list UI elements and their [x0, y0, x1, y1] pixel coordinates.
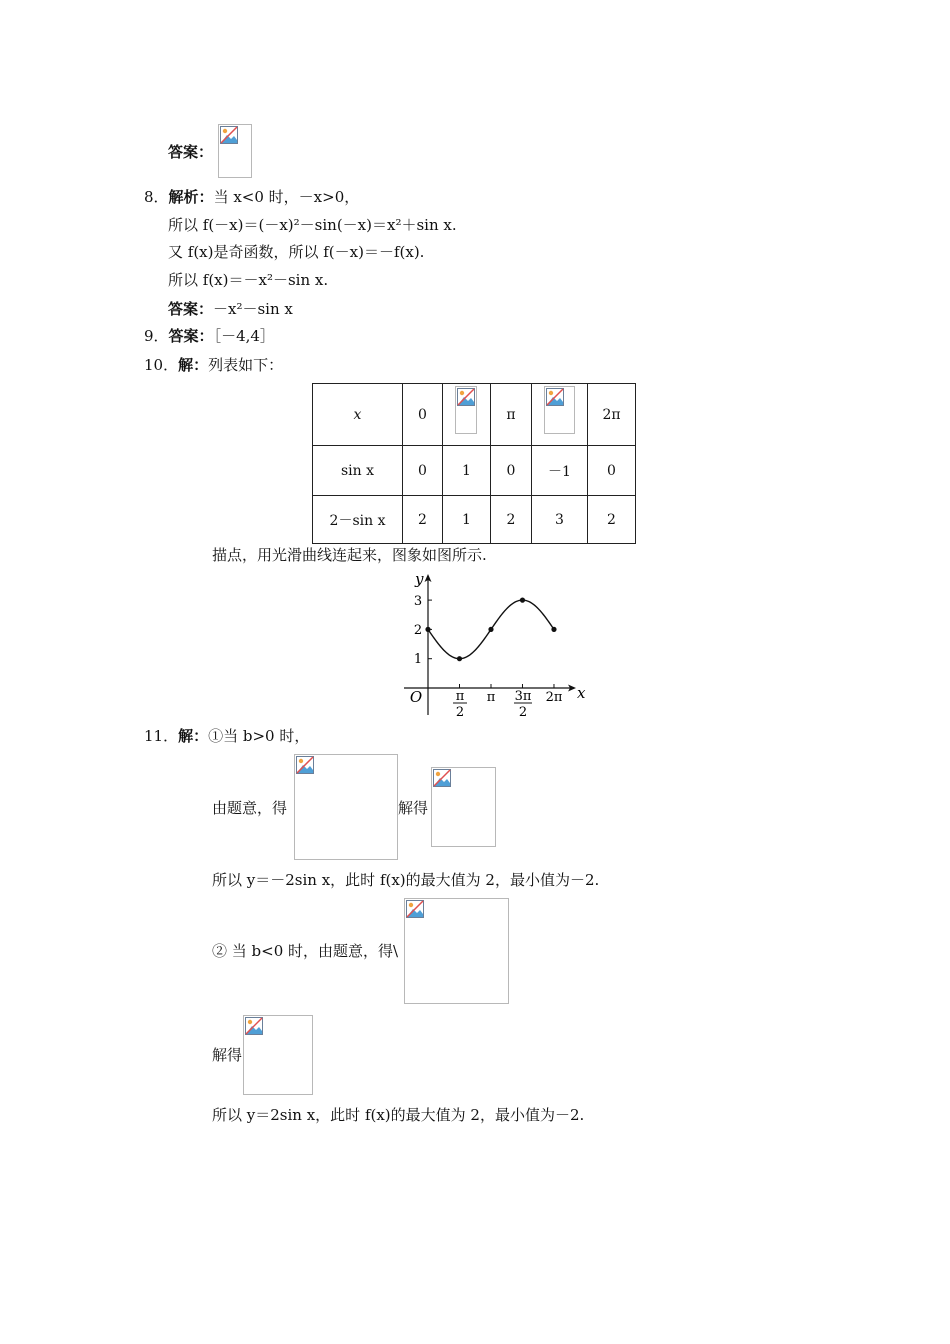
table-row: [313, 446, 636, 496]
table-cell: x: [313, 384, 403, 446]
formula-image: [218, 124, 252, 178]
table-row: [313, 496, 636, 544]
table-cell: 2: [588, 496, 636, 544]
data-point: [488, 627, 493, 632]
broken-image-icon: [296, 756, 314, 774]
svg-text:π: π: [455, 689, 465, 704]
broken-image-icon: [406, 900, 424, 918]
formula-image: [544, 386, 575, 434]
formula-image: [431, 767, 496, 847]
question-9-answer: 9．答案：［－4,4］: [144, 327, 275, 345]
table-cell: 1: [443, 446, 491, 496]
table-cell: 2: [403, 496, 443, 544]
data-point: [457, 656, 462, 661]
y-tick-label-2: 2: [413, 623, 423, 638]
question-10-intro: 10．解：列表如下：: [144, 356, 284, 374]
question-8-line-3: 又 f(x)是奇函数，所以 f(－x)＝－f(x).: [168, 243, 425, 261]
question-11-line-1: 11．解：①当 b>0 时，: [144, 727, 310, 745]
question-11-line-2a: 由题意，得: [212, 799, 288, 817]
svg-text:3π: 3π: [514, 689, 532, 704]
origin-label: O: [409, 688, 423, 706]
x-axis-label: x: [577, 684, 586, 702]
svg-text:2: 2: [455, 705, 465, 720]
answer-label-7: 答案：: [168, 143, 214, 161]
table-cell: 0: [588, 446, 636, 496]
broken-image-icon: [433, 769, 451, 787]
table-cell: 2－sin x: [313, 496, 403, 544]
data-point: [551, 627, 556, 632]
svg-text:2: 2: [518, 705, 528, 720]
table-cell: 1: [443, 496, 491, 544]
table-cell: [532, 384, 588, 446]
formula-image: [404, 898, 509, 1004]
question-11-line-3: 所以 y＝－2sin x，此时 f(x)的最大值为 2，最小值为－2.: [212, 871, 600, 889]
table-cell: 2π: [588, 384, 636, 446]
data-point: [425, 627, 430, 632]
formula-image: [243, 1015, 313, 1095]
y-tick-label-3: 3: [413, 594, 423, 609]
broken-image-icon: [546, 388, 564, 406]
data-point: [520, 598, 525, 603]
y-tick-label-1: 1: [413, 652, 423, 667]
formula-image: [455, 386, 477, 434]
x-tick-label-2pi: 2π: [545, 690, 563, 705]
table-cell: －1: [532, 446, 588, 496]
table-cell: π: [491, 384, 532, 446]
x-tick-label-3pi-over-2: [514, 689, 532, 720]
y-axis-label: y: [415, 570, 424, 588]
broken-image-icon: [457, 388, 475, 406]
table-row: [313, 384, 636, 446]
table-cell: [443, 384, 491, 446]
table-cell: 0: [403, 446, 443, 496]
question-11-line-4: ② 当 b<0 时，由题意，得\: [212, 942, 399, 960]
question-8-line-4: 所以 f(x)＝－x²－sin x.: [168, 271, 329, 289]
table-cell: 2: [491, 496, 532, 544]
table-cell: 3: [532, 496, 588, 544]
x-tick-label-pi-over-2: [453, 689, 467, 720]
question-11-line-5: 解得: [212, 1046, 243, 1064]
question-8-line-2: 所以 f(－x)＝(－x)²－sin(－x)＝x²＋sin x.: [168, 216, 457, 234]
sine-graph: [396, 570, 586, 720]
formula-image: [294, 754, 398, 860]
value-table: [312, 383, 636, 544]
table-cell: 0: [403, 384, 443, 446]
question-11-line-2b: 解得: [398, 799, 429, 817]
broken-image-icon: [245, 1017, 263, 1035]
table-cell: sin x: [313, 446, 403, 496]
x-tick-label-pi: π: [486, 690, 496, 705]
question-8-answer: 答案：－x²－sin x: [168, 300, 293, 318]
table-cell: 0: [491, 446, 532, 496]
question-11-line-6: 所以 y＝2sin x，此时 f(x)的最大值为 2，最小值为－2.: [212, 1106, 585, 1124]
broken-image-icon: [220, 126, 238, 144]
question-8-line-1: 8．解析：当 x<0 时，－x>0，: [144, 188, 360, 206]
graph-caption: 描点，用光滑曲线连起来，图象如图所示.: [212, 546, 487, 564]
